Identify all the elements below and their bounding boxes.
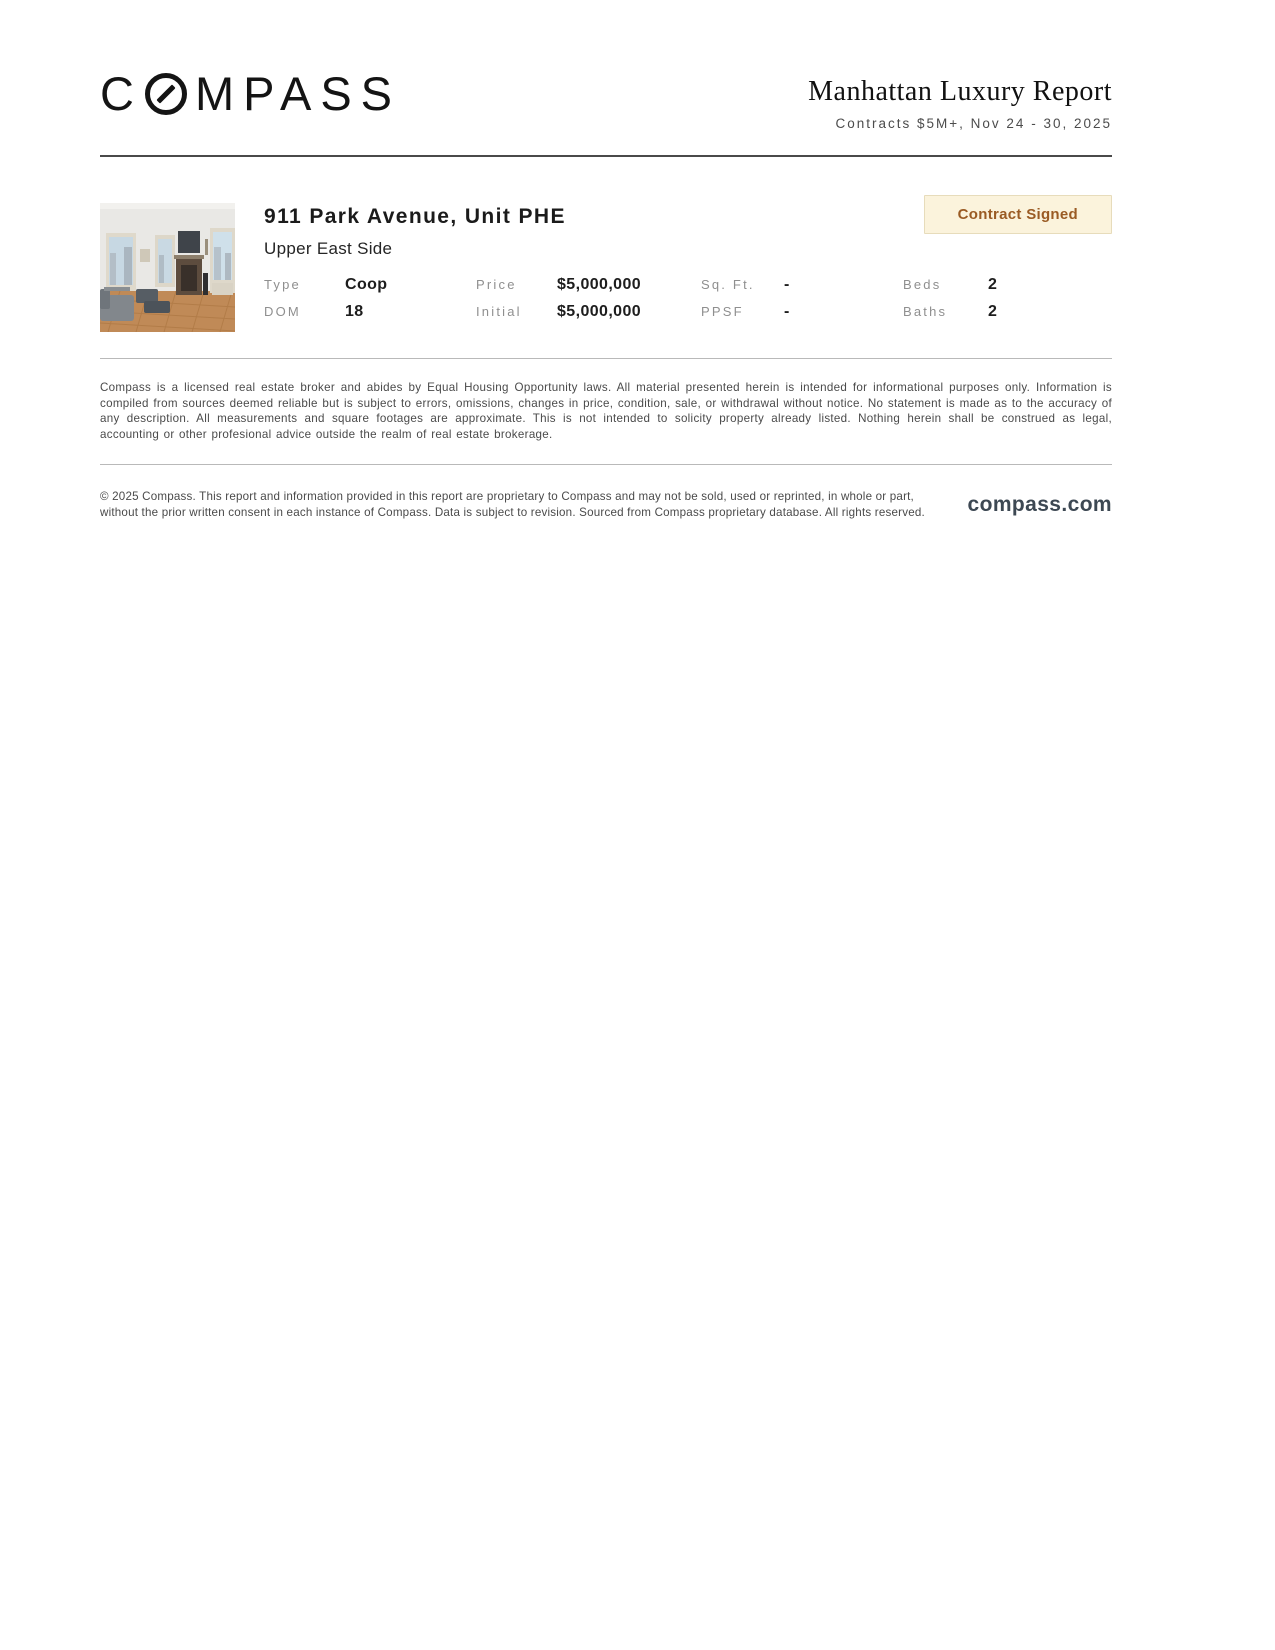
detail-label-baths: Baths: [903, 304, 948, 319]
detail-value-price: $5,000,000: [557, 276, 642, 293]
compass-logo: [100, 67, 402, 120]
detail-value-type: Coop: [345, 276, 388, 293]
compass-com-wordmark: compass.com: [967, 492, 1112, 516]
detail-label-beds: Beds: [903, 277, 942, 292]
property-photo: [100, 195, 235, 332]
detail-label-ppsf: PPSF: [701, 304, 744, 319]
listing-neighborhood: Upper East Side: [264, 239, 393, 258]
detail-value-initial: $5,000,000: [557, 303, 642, 320]
listing-divider: [100, 358, 1112, 359]
disclaimer-divider: [100, 464, 1112, 465]
compass-slashed-o-icon: [145, 73, 187, 115]
detail-label-initial: Initial: [476, 304, 522, 319]
header-divider: [100, 155, 1112, 157]
logo-letter-c: C: [100, 67, 143, 120]
listing-card: [100, 195, 1112, 332]
header: [100, 0, 1112, 131]
detail-value-ppsf: -: [784, 303, 790, 320]
logo-letters-mpass: MPASS: [194, 67, 402, 120]
detail-value-beds: 2: [988, 276, 998, 293]
report-title: Manhattan Luxury Report: [808, 76, 1112, 107]
listing-details: [264, 276, 1112, 321]
status-badge: Contract Signed: [924, 195, 1112, 234]
detail-label-type: Type: [264, 277, 301, 292]
listing-title-block: [264, 195, 566, 259]
detail-label-price: Price: [476, 277, 517, 292]
disclaimer-text: Compass is a licensed real estate broker and abides by Equal Housing Opportunity laws. All material presented herein is intended for informational purposes only. Information is compiled from sources deemed reliable but is subject to errors, omissions, changes in price, condition, sale, or withdrawal without notice. No statement is made as to the accuracy of any description. All measurements and square footages are approximate. This is not intended to solicity property already listed. Nothing herein shall be construed as legal, accounting or other profesional advice outside the realm of real estate brokerage.: [100, 381, 1112, 441]
listing-main: [264, 195, 1112, 332]
detail-label-dom: DOM: [264, 304, 301, 319]
detail-row: [264, 303, 1112, 321]
header-right: [808, 70, 1112, 131]
copyright-text: © 2025 Compass. This report and information provided in this report are proprietary to Compass and may not be sold, used or reprinted, in whole or part, without the prior written consent in each instance of Compass. Data is subject to revision. Sourced from Compass proprietary database. All rights reserved.: [100, 490, 925, 519]
detail-label-sqft: Sq. Ft.: [701, 277, 755, 292]
footer: [100, 489, 1112, 520]
listing-head: [264, 195, 1112, 259]
detail-value-sqft: -: [784, 276, 790, 293]
detail-value-baths: 2: [988, 303, 998, 320]
report-subtitle: Contracts $5M+, Nov 24 - 30, 2025: [835, 116, 1112, 131]
detail-row: [264, 276, 1112, 294]
detail-value-dom: 18: [345, 303, 364, 320]
listing-address: 911 Park Avenue, Unit PHE: [264, 205, 566, 228]
